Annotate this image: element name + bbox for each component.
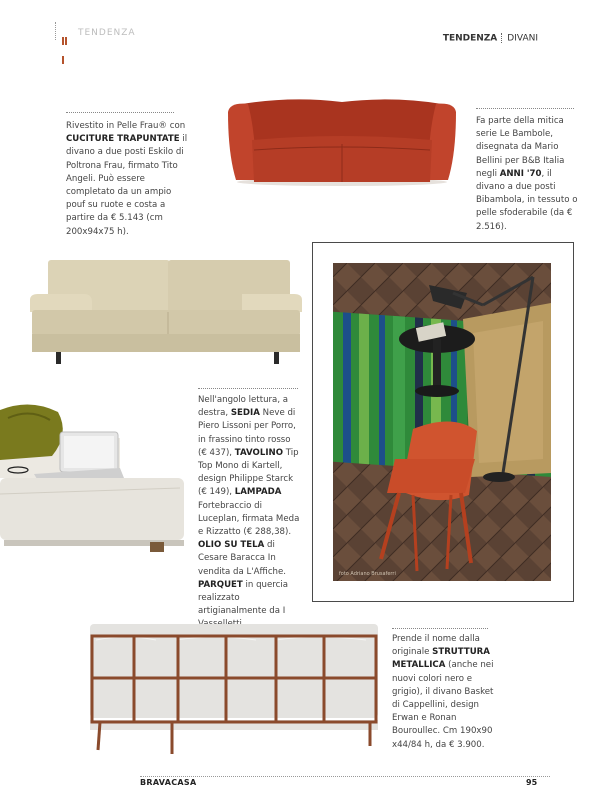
header-ghost-title: TENDENZA xyxy=(78,28,136,38)
caption-frau: Rivestito in Pelle Frau® con CUCITURE TRAPUNTATE il divano a due posti Eskilo di Poltrona Frau, firmato Tito Angeli. Può essere completato da un ampio pouf su ruote e costa a partire da € 5.143 (cm 200x94x75 h). xyxy=(66,121,188,237)
header-dotted-rule xyxy=(55,22,57,40)
reading-corner-scene-image xyxy=(333,263,551,581)
beige-sofa-image xyxy=(28,258,306,368)
footer-rule xyxy=(140,776,550,777)
header-separator xyxy=(501,33,503,43)
caption-rule xyxy=(392,628,488,629)
header-category-label: DIVANI xyxy=(507,33,538,44)
reading-corner-photo-frame xyxy=(312,242,574,602)
photo-credit: foto Adriano Brusaferri xyxy=(339,571,396,577)
footer-magazine-name: BRAVACASA xyxy=(140,778,197,787)
footer-page-number: 95 xyxy=(526,778,538,787)
reading-corner-photo xyxy=(333,263,551,581)
red-sofa-image xyxy=(222,94,462,186)
caption-rule xyxy=(66,112,174,113)
section-mark-icon xyxy=(62,30,70,38)
caption-rule xyxy=(198,388,298,389)
header-section-label: TENDENZA xyxy=(442,33,498,44)
header-section xyxy=(443,33,538,44)
white-sofa-image xyxy=(0,398,190,556)
caption-rule xyxy=(476,108,574,109)
basket-sofa-image xyxy=(86,620,382,756)
caption-bambole: Fa parte della mitica serie Le Bambole, disegnata da Mario Bellini per B&B Italia negli ANNI '70, il divano a due posti Bibambola, in tessuto o pelle sfoderabile (da € 2.516). xyxy=(476,116,578,232)
caption-lettura: Nell'angolo lettura, a destra, SEDIA Neve di Piero Lissoni per Porro, in frassino tinto rosso (€ 437), TAVOLINO Tip Top Mono di Kartell, design Philippe Starck (€ 149), LAMPADA Fortebraccio di Luceplan, firmata Meda e Rizzatto (€ 288,38). OLIO SU TELA di Cesare Baracca In vendita da L'Affiche. PARQUET in quercia realizzato artigianalmente da I xyxy=(198,395,300,617)
caption-basket: Prende il nome dalla originale STRUTTURA METALLICA (anche nei nuovi colori nero e grigio), il divano Basket di Cappellini, design Erwan e Ronan Bouroullec. Cm 190x90 x44/84 h, da € 3.900. xyxy=(392,634,494,750)
